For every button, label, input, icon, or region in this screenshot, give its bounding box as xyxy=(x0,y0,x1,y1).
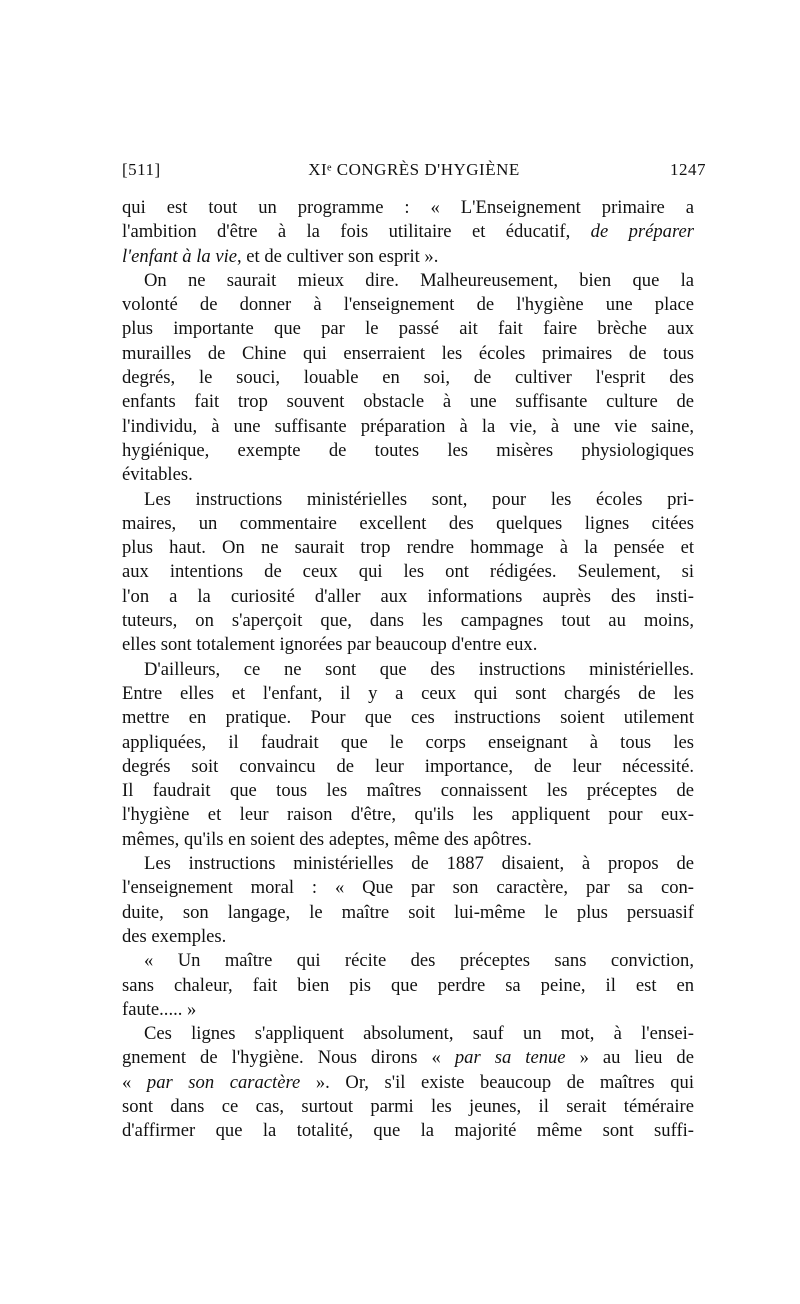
italic-phrase: par sa tenue xyxy=(454,1047,566,1069)
italic-phrase: par son caractère xyxy=(146,1071,301,1093)
text-line: D'ailleurs, ce ne sont que des instructions ministérielles. xyxy=(144,658,694,680)
text-line: sans chaleur, fait bien pis que perdre sa peine, il est en xyxy=(122,974,694,996)
text-line: Les instructions ministérielles sont, pour les écoles pri- xyxy=(144,488,694,510)
text-line: Entre elles et l'enfant, il y a ceux qui sont chargés de les xyxy=(122,682,694,704)
text-line: l'on a la curiosité d'aller aux informations auprès des insti- xyxy=(122,585,694,607)
text-line: Ces lignes s'appliquent absolument, sauf un mot, à l'ensei- xyxy=(144,1023,694,1045)
text-line: plus haut. On ne saurait trop rendre hommage à la pensée et xyxy=(122,537,694,559)
text-line: volonté de donner à l'enseignement de l'hygiène une place xyxy=(122,294,694,316)
text-line: tuteurs, on s'aperçoit que, dans les campagnes tout au moins, xyxy=(122,610,694,632)
text-line: Les instructions ministérielles de 1887 disaient, à propos de xyxy=(144,853,694,875)
text-line: aux intentions de ceux qui les ont rédigées. Seulement, si xyxy=(122,561,694,583)
running-head xyxy=(122,160,706,184)
text-line: l'enfant à la vie, et de cultiver son esprit ». xyxy=(122,245,439,267)
text-line: sont dans ce cas, surtout parmi les jeunes, il serait téméraire xyxy=(122,1095,694,1117)
text-line: gnement de l'hygiène. Nous dirons « par sa tenue » au lieu de xyxy=(122,1047,694,1069)
text-line: mettre en pratique. Pour que ces instructions soient utilement xyxy=(122,707,694,729)
text-line: enfants fait trop souvent obstacle à une suffisante culture de xyxy=(122,391,694,413)
text-line: « Un maître qui récite des préceptes sans conviction, xyxy=(144,950,694,972)
body-text xyxy=(122,196,694,1144)
text-line: degrés, le souci, louable en soi, de cultiver l'esprit des xyxy=(122,367,694,389)
page-number: 1247 xyxy=(670,160,706,179)
text-line: d'affirmer que la totalité, que la majorité même sont suffi- xyxy=(122,1120,694,1142)
text-line: évitables. xyxy=(122,464,193,486)
text-line: duite, son langage, le maître soit lui-même le plus persuasif xyxy=(122,901,694,923)
text-line: hygiénique, exempte de toutes les misères physiologiques xyxy=(122,439,694,461)
text-line: maires, un commentaire excellent des quelques lignes citées xyxy=(122,512,694,534)
text-line: l'individu, à une suffisante préparation à la vie, à une vie saine, xyxy=(122,415,694,437)
text-line: Il faudrait que tous les maîtres connaissent les préceptes de xyxy=(122,780,694,802)
page-reference: [511] xyxy=(122,160,161,179)
text-line: On ne saurait mieux dire. Malheureusement, bien que la xyxy=(144,269,694,291)
italic-phrase: l'enfant à la vie xyxy=(122,245,237,267)
text-line: murailles de Chine qui enserraient les écoles primaires de tous xyxy=(122,342,694,364)
text-line: « par son caractère ». Or, s'il existe beaucoup de maîtres qui xyxy=(122,1071,694,1093)
text-line: qui est tout un programme : « L'Enseignement primaire a xyxy=(122,197,694,218)
text-line: degrés soit convaincu de leur importance, de leur nécessité. xyxy=(122,755,694,777)
text-line: des exemples. xyxy=(122,925,227,947)
text-line: mêmes, qu'ils en soient des adeptes, même des apôtres. xyxy=(122,828,532,850)
italic-phrase: de préparer xyxy=(590,221,694,243)
text-line: elles sont totalement ignorées par beaucoup d'entre eux. xyxy=(122,634,538,656)
running-title: XIᵉ CONGRÈS D'HYGIÈNE xyxy=(308,160,520,179)
text-line: faute..... » xyxy=(122,998,197,1020)
text-line: l'ambition d'être à la fois utilitaire et éducatif, de préparer xyxy=(122,221,694,243)
text-line: l'hygiène et leur raison d'être, qu'ils les appliquent pour eux- xyxy=(122,804,694,826)
text-line: l'enseignement moral : « Que par son caractère, par sa con- xyxy=(122,877,694,899)
text-line: plus importante que par le passé ait fait faire brèche aux xyxy=(122,318,694,340)
text-line: appliquées, il faudrait que le corps enseignant à tous les xyxy=(122,731,694,753)
